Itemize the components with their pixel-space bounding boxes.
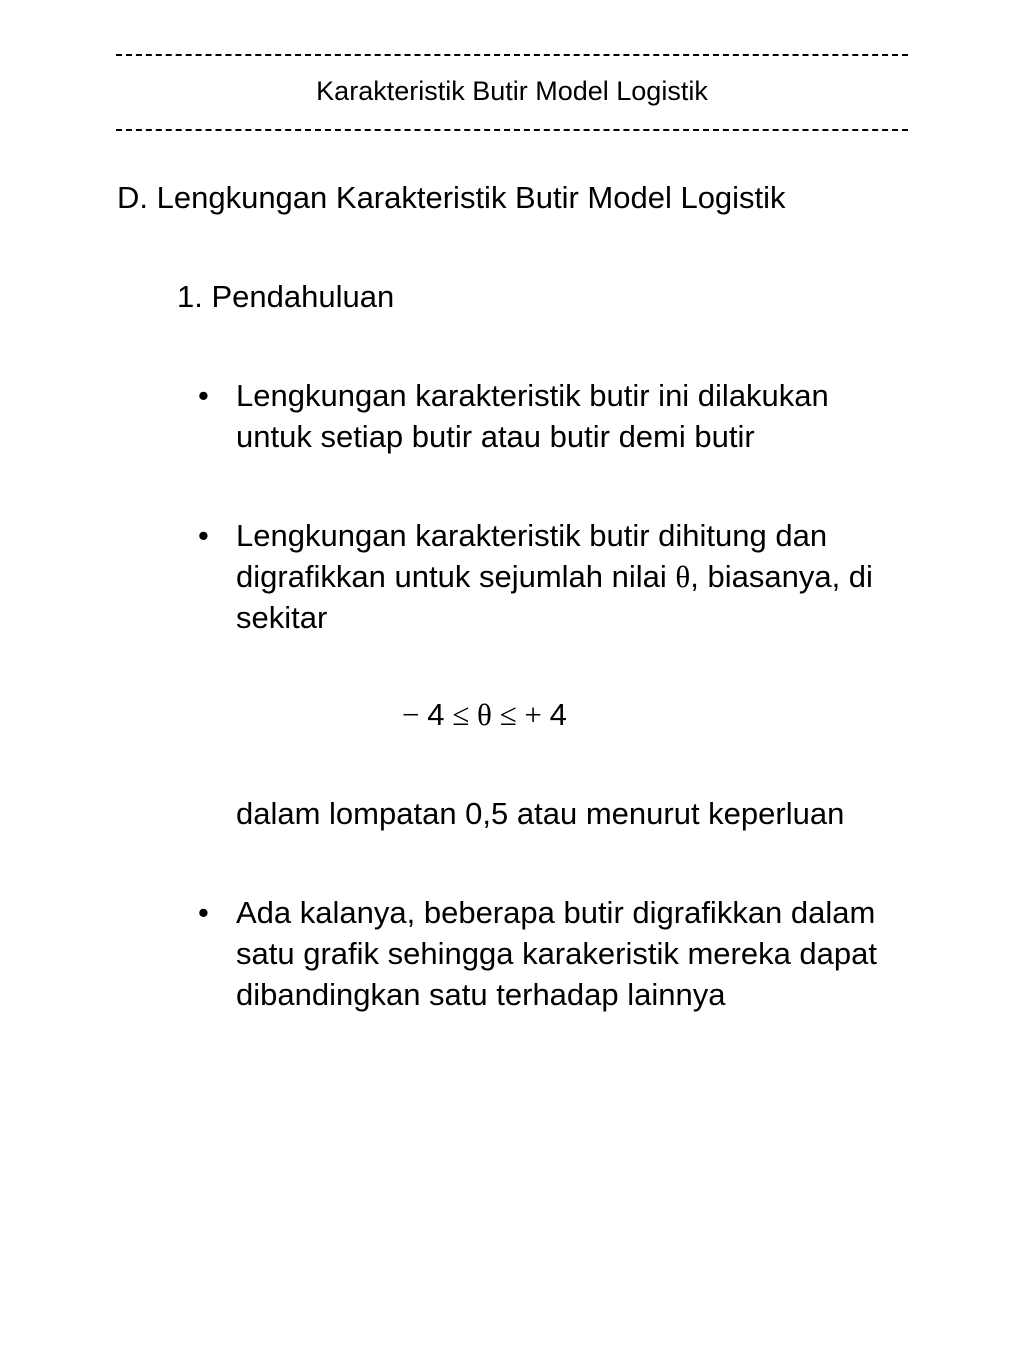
theta-range-formula	[402, 695, 567, 735]
bullet-line: dibandingkan satu terhadap lainnya	[236, 977, 726, 1012]
bullet-line: satu grafik sehingga karakeristik mereka dapat	[236, 936, 877, 971]
leq-sign: ≤	[452, 697, 470, 732]
plus-sign: +	[524, 697, 542, 732]
bullet-item-3	[198, 892, 958, 1015]
bullet-line-with-theta	[236, 556, 958, 597]
bullet-item-1	[198, 375, 958, 457]
bullet-mark: •	[198, 518, 209, 553]
bullet-mark: •	[198, 895, 209, 930]
theta-symbol: θ	[675, 559, 691, 594]
bullet-text	[236, 375, 958, 457]
subsection-title: 1. Pendahuluan	[177, 279, 395, 314]
bullet-item-2	[198, 515, 958, 638]
bullet-line: Lengkungan karakteristik butir ini dilakukan	[236, 378, 829, 413]
theta-symbol: θ	[477, 697, 492, 732]
bullet-text-part: , biasanya, di	[690, 559, 873, 594]
header-top-divider	[116, 54, 908, 56]
header-title: Karakteristik Butir Model Logistik	[316, 76, 708, 106]
bullet-line: untuk setiap butir atau butir demi butir	[236, 419, 755, 454]
section-title: D. Lengkungan Karakteristik Butir Model Logistik	[117, 180, 786, 215]
step-note: dalam lompatan 0,5 atau menurut keperluan	[236, 796, 845, 831]
leq-sign: ≤	[499, 697, 517, 732]
lower-bound: 4	[427, 697, 445, 732]
bullet-text	[236, 892, 958, 1015]
bullet-line: Lengkungan karakteristik butir dihitung dan	[236, 518, 828, 553]
bullet-text	[236, 515, 958, 638]
bullet-line: sekitar	[236, 600, 328, 635]
bullet-line: Ada kalanya, beberapa butir digrafikkan dalam	[236, 895, 876, 930]
header-bottom-divider	[116, 129, 908, 131]
bullet-text-part: digrafikkan untuk sejumlah nilai	[236, 559, 676, 594]
upper-bound: 4	[549, 697, 567, 732]
minus-sign: −	[402, 697, 420, 732]
bullet-mark: •	[198, 378, 209, 413]
